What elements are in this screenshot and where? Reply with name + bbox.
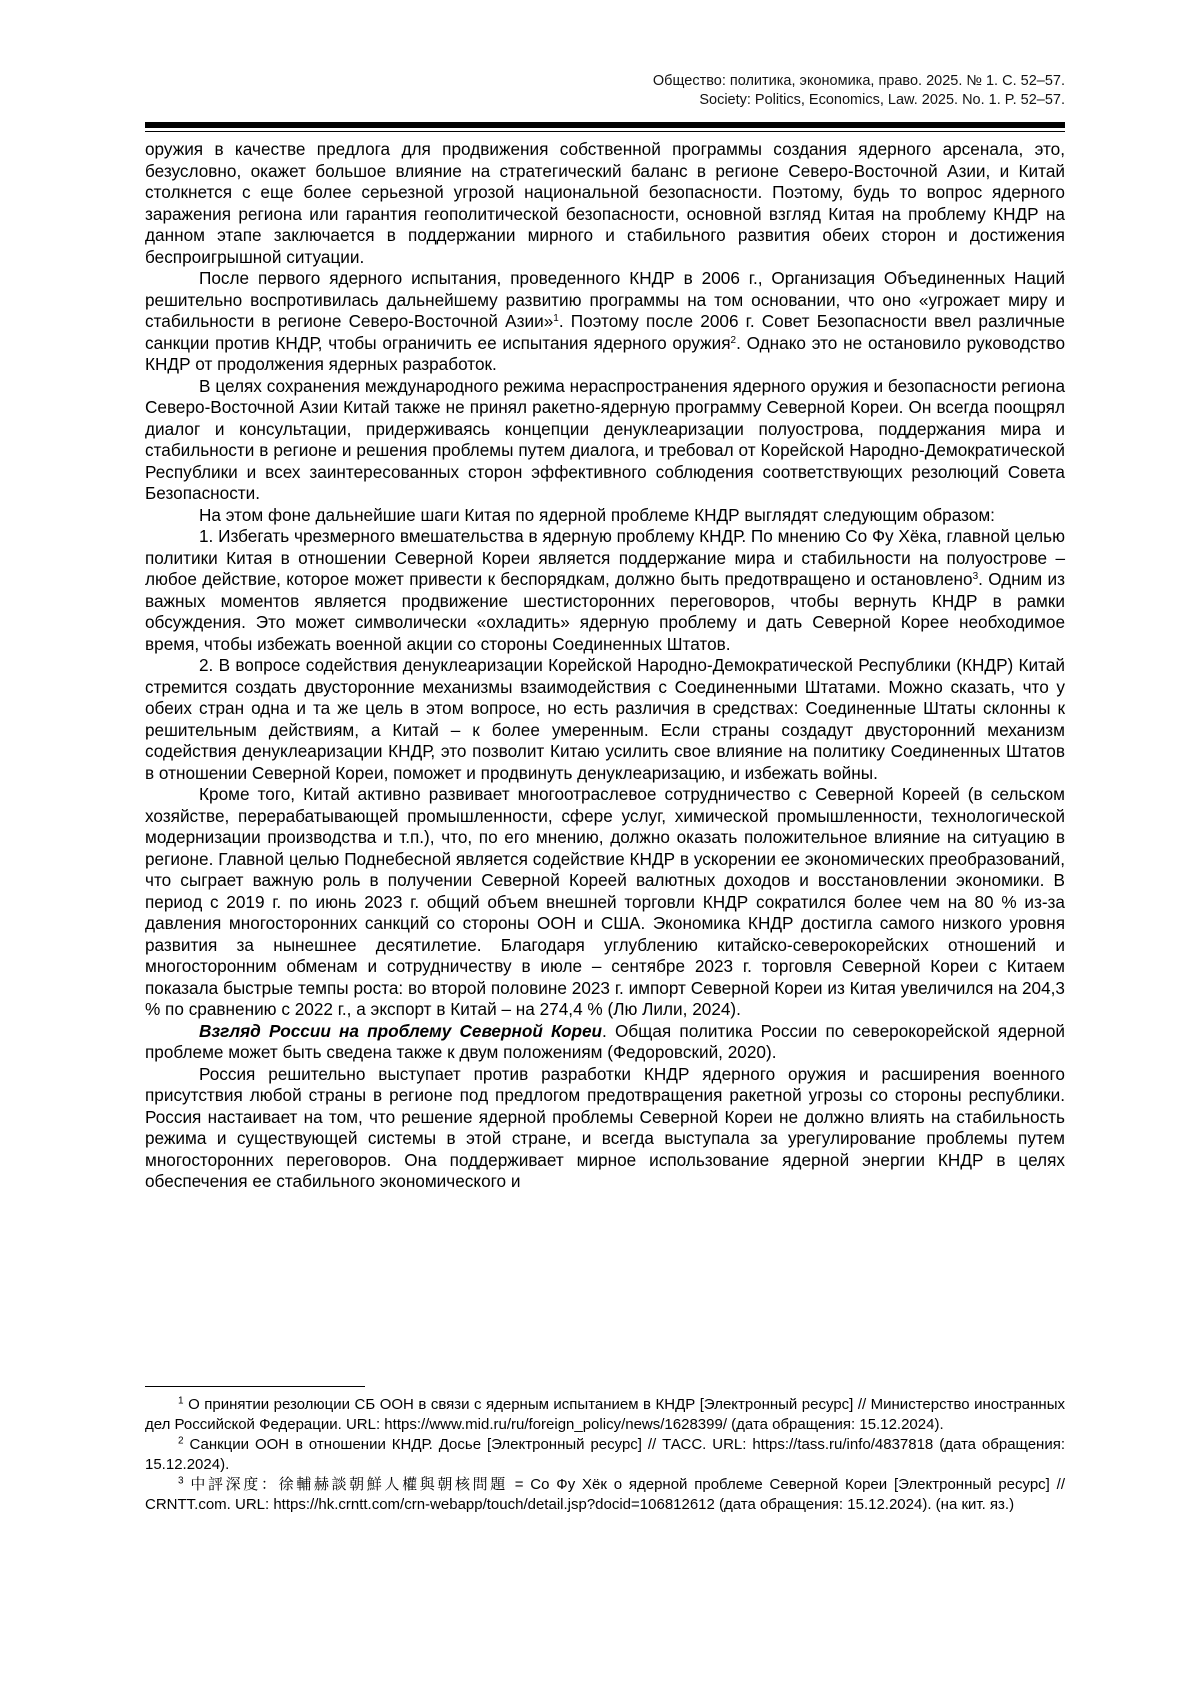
paragraph-3: В целях сохранения международного режима нераспространения ядерного оружия и безопасности региона Северо-Восточной Азии Китай также не принял ракетно-ядерную программу Северной Кореи. Он всегда поощрял диалог и консультации, придерживаясь концепции денуклеаризации полуострова, поддержания мира и стабильности в регионе и решения проблемы путем диалога, и требовал от Корейской Народно-Демократической Республики и всех заинтересованных сторон эффективного соблюдения соответствующих резолюций Совета Безопасности. (145, 375, 1065, 503)
footnote-text: 中評深度：徐輔赫談朝鮮人權與朝核問題 = Со Фу Хёк о ядерной проблеме Северной Кореи [Электронный ресурс] // CRNTT.com. URL: https://hk.crntt.com/crn-webapp/touch/detail.jsp?docid=106812612 (дата обращения: 15.12.2024). (на кит. яз.) (145, 1476, 1065, 1513)
paragraph-5 (145, 526, 1065, 655)
paragraph-2 (145, 268, 1065, 376)
paragraph-2-part-b: . Поэтому после 2006 г. Совет Безопасности ввел различные санкции против КНДР, чтобы ограничить ее испытания ядерного оружия (145, 311, 1065, 353)
paragraph-8-rest: . Общая политика России по северокорейской ядерной проблеме может быть сведена также к двум положениям (Федоровский, 2020). (145, 1020, 1066, 1062)
section-lead-heading: Взгляд России на проблему Северной Кореи (199, 1020, 603, 1041)
footnotes (145, 1395, 1065, 1515)
footnote-ref-3[interactable]: 3 (972, 571, 979, 582)
footnote-number: 2 (178, 1435, 184, 1447)
footnote-2 (145, 1435, 1065, 1475)
paragraph-1: оружия в качестве предлога для продвижения собственной программы создания ядерного арсенала, это, безусловно, окажет большое влияние на стратегический баланс в регионе Северо-Восточной Азии, и Китай столкнется с еще более серьезной угрозой национальной безопасности. Поэтому, будь то вопрос ядерного заражения региона или гарантия геополитической безопасности, основной взгляд Китая на проблему КНДР на данном этапе заключается в поддержании мирного и стабильного развития обеих сторон и достижения беспроигрышной ситуации. (145, 139, 1065, 267)
footnote-3 (145, 1475, 1065, 1515)
paragraph-4: На этом фоне дальнейшие шаги Китая по ядерной проблеме КНДР выглядят следующим образом: (199, 504, 995, 525)
paragraph-8 (145, 1021, 1065, 1064)
paragraph-9: Россия решительно выступает против разработки КНДР ядерного оружия и расширения военного присутствия любой страны в регионе под предлогом предотвращения ракетной угрозы со стороны республики. Россия настаивает на том, что решение ядерной проблемы Северной Кореи не должно влиять на стабильность режима и существующей системы в этой стране, и всегда выступала за урегулирование проблемы путем многосторонних переговоров. Она поддерживает мирное использование ядерной энергии КНДР в целях обеспечения ее стабильного экономического и (145, 1063, 1065, 1191)
article-body (145, 139, 1065, 1193)
paragraph-7: Кроме того, Китай активно развивает многоотраслевое сотрудничество с Северной Кореей (в сельском хозяйстве, перерабатывающей промышленности, сфере услуг, химической промышленности, технологической модернизации производства и т.п.), что, по его мнению, должно оказать положительное влияние на ситуацию в регионе. Главной целью Поднебесной является содействие КНДР в ускорении ее экономических преобразований, что сыграет важную роль в получении Северной Кореей валютных доходов и восстановлении экономики. В период с 2019 г. по июнь 2023 г. общий объем внешней торговли КНДР сократился более чем на 80 % из-за давления многосторонних санкций со стороны ООН и США. Экономика КНДР достигла самого низкого уровня развития за нынешнее десятилетие. Благодаря углублению китайско-северокорейских отношений и многосторонним обменам и сотрудничеству в июле – сентябре 2023 г. торговля Северной Кореи с Китаем показала быстрые темпы роста: во второй половине 2023 г. импорт Северной Кореи из Китая увеличился на 204,3 % по сравнению с 2022 г., а экспорт в Китай – на 274,4 % (Лю Лили, 2024). (145, 784, 1065, 1019)
paragraph-6: 2. В вопросе содействия денуклеаризации Корейской Народно-Демократической Республики (КНДР) Китай стремится создать двусторонние механизмы взаимодействия с Соединенными Штатами. Можно сказать, что у обеих стран одна и та же цель в этом вопросе, но есть различия в средствах: Соединенные Штаты склонны к решительным действиям, а Китай – к более умеренным. Если страны создадут двусторонний механизм содействия денуклеаризации КНДР, это позволит Китаю усилить свое влияние на политику Соединенных Штатов в отношении Северной Кореи, поможет и продвинуть денуклеаризацию, и избежать войны. (145, 655, 1065, 783)
paragraph-2-part-a: После первого ядерного испытания, проведенного КНДР в 2006 г., Организация Объединенных Наций решительно воспротивилась дальнейшему развитию программы на том основании, что оно «угрожает миру и стабильности в регионе Северо-Восточной Азии» (145, 268, 1065, 331)
footnote-ref-2[interactable]: 2 (730, 334, 737, 346)
paragraph-5-part-b: . Одним из важных моментов является продвижение шестисторонних переговоров, чтобы вернуть КНДР в рамки обсуждения. Это может символически «охладить» ядерную проблему и дать Северной Корее необходимое время, чтобы избежать военной акции со стороны Соединенных Штатов. (145, 569, 1065, 654)
footnote-number: 1 (178, 1395, 184, 1407)
footnote-text: Санкции ООН в отношении КНДР. Досье [Электронный ресурс] // ТАСС. URL: https://tass.ru/info/4837818 (дата обращения: 15.12.2024). (145, 1436, 1066, 1473)
footnote-number: 3 (178, 1475, 184, 1487)
header-citation-ru: Общество: политика, экономика, право. 2025. № 1. С. 52–57. (652, 73, 1065, 89)
footnote-ref-1[interactable]: 1 (553, 313, 559, 324)
footnote-text: О принятии резолюции СБ ООН в связи с ядерным испытанием в КНДР [Электронный ресурс] // Министерство иностранных дел Российской Федерации. URL: https://www.mid.ru/ru/foreign_policy/news/1628399/ (дата обращения: 15.12.2024). (145, 1396, 1065, 1433)
header-rule-thin (145, 131, 1065, 132)
paragraph-2-part-c: . Однако это не остановило руководство КНДР от продолжения ядерных разработок. (145, 332, 1066, 374)
footnote-separator (145, 1386, 365, 1387)
paragraph-5-part-a: 1. Избегать чрезмерного вмешательства в ядерную проблему КНДР. По мнению Со Фу Хёка, главной целью политики Китая в отношении Северной Кореи является поддержание мира и стабильности на полуострове – любое действие, которое может привести к беспорядкам, должно быть предотвращено и остановлено (145, 526, 1065, 589)
header-rule-thick (145, 122, 1065, 128)
header-citation-en: Society: Politics, Economics, Law. 2025. No. 1. P. 52–57. (699, 92, 1065, 108)
running-header (145, 72, 1065, 110)
footnote-1 (145, 1395, 1065, 1435)
